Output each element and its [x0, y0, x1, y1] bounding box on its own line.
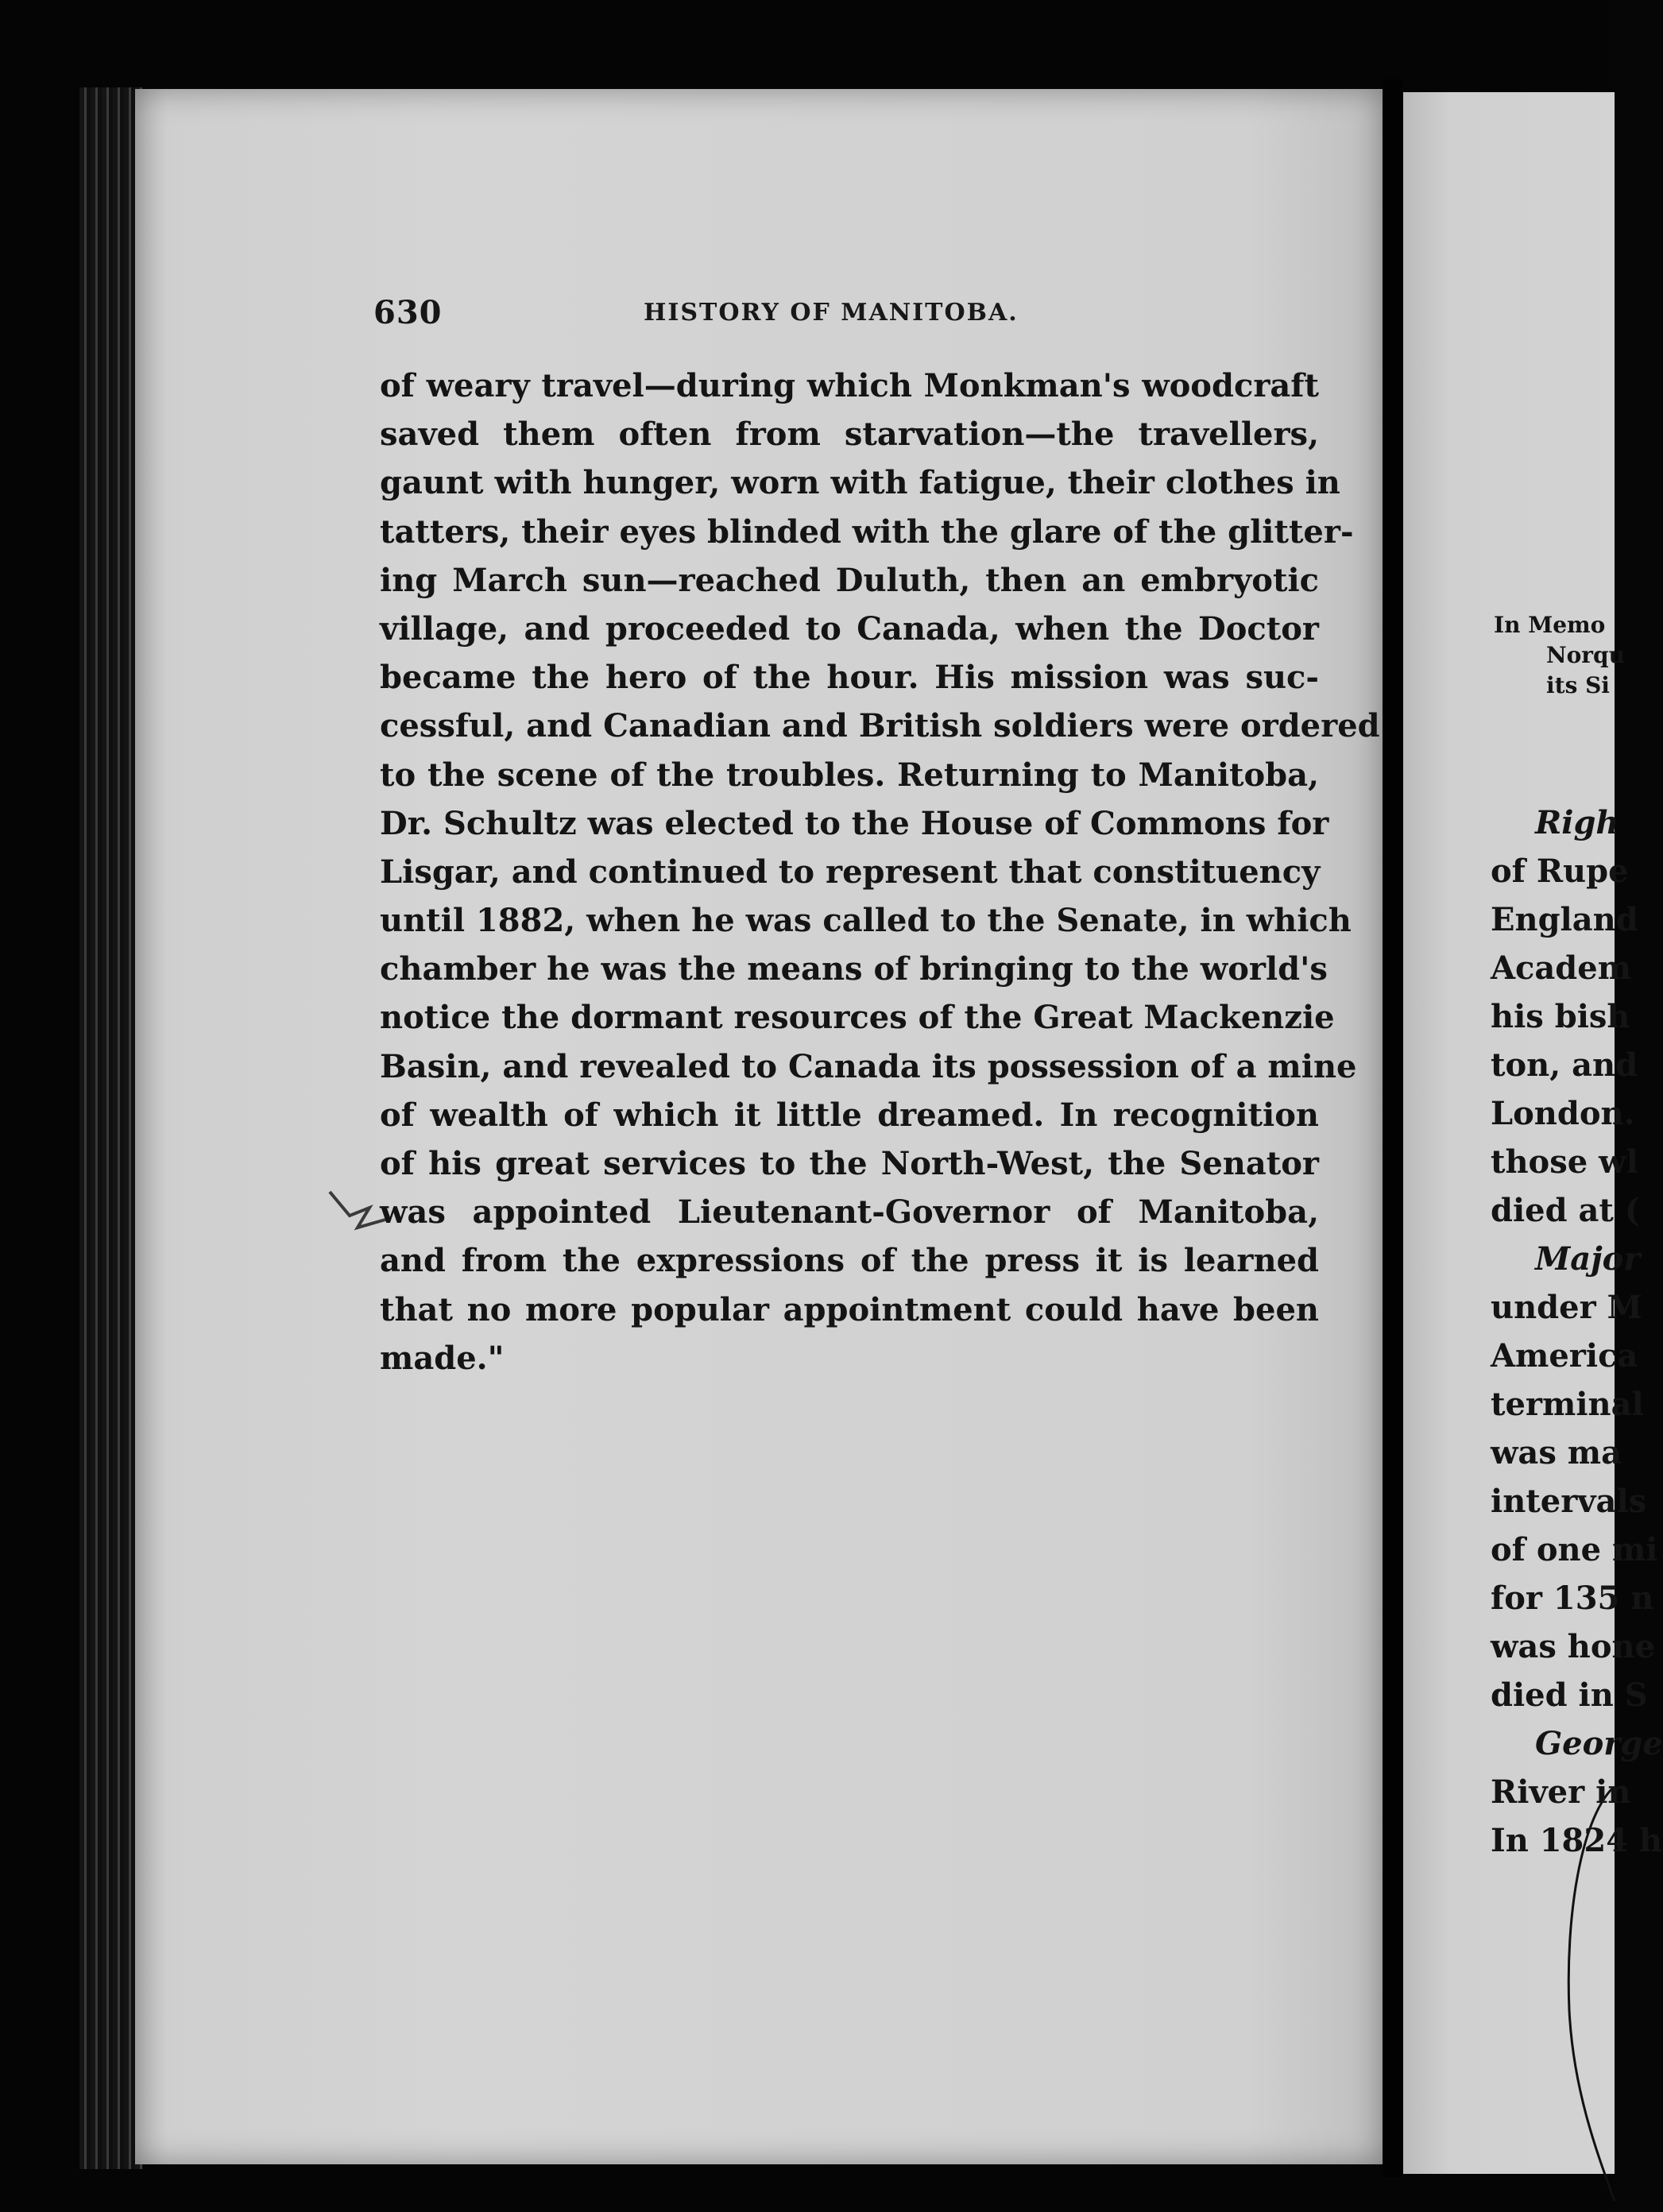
- text-line: of weary travel—during which Monkman's woodcraft: [380, 367, 1319, 404]
- right-text-line: intervals: [1491, 1483, 1647, 1520]
- running-head: HISTORY OF MANITOBA.: [644, 299, 1019, 327]
- right-text-line: Norqu: [1546, 642, 1625, 668]
- text-line: Basin, and revealed to Canada its possession of a mine: [380, 1047, 1357, 1085]
- right-text-line: died in S: [1491, 1676, 1648, 1714]
- text-line: was appointed Lieutenant-Governor of Manitoba,: [380, 1193, 1319, 1232]
- right-text-line: Academ: [1491, 949, 1632, 987]
- right-text-line: was hone: [1491, 1628, 1656, 1665]
- text-line: became the hero of the hour. His mission was suc-: [380, 659, 1319, 697]
- text-line: that no more popular appointment could have been: [380, 1290, 1319, 1328]
- right-text-line: River in: [1491, 1773, 1631, 1811]
- right-page-text: [1454, 0, 1663, 2212]
- text-line: chamber he was the means of bringing to the world's: [380, 950, 1328, 988]
- book-page-edges: [79, 87, 143, 2169]
- text-line: until 1882, when he was called to the Senate, in which: [380, 902, 1352, 940]
- text-line: notice the dormant resources of the Great Mackenzie: [380, 999, 1335, 1037]
- page-number: 630: [373, 294, 443, 331]
- right-text-line: George: [1535, 1725, 1663, 1762]
- text-line: Dr. Schultz was elected to the House of Commons for: [380, 804, 1329, 842]
- text-line: cessful, and Canadian and British soldiers were ordered: [380, 707, 1380, 745]
- right-text-line: was ma: [1491, 1434, 1622, 1471]
- text-line: of his great services to the North-West, the Senator: [380, 1145, 1319, 1182]
- body-text: [380, 362, 1380, 1382]
- right-text-line: London.: [1491, 1095, 1635, 1132]
- right-text-line: terminal: [1491, 1386, 1644, 1423]
- right-text-line: of Rupe: [1491, 853, 1629, 890]
- text-line: to the scene of the troubles. Returning to Manitoba,: [380, 756, 1319, 794]
- right-text-line: Righ: [1535, 804, 1619, 841]
- text-line: saved them often from starvation—the travellers,: [380, 416, 1319, 454]
- book-gutter: [1383, 79, 1403, 2177]
- text-line: ing March sun—reached Duluth, then an embryotic: [380, 561, 1319, 599]
- right-text-line: for 135 n: [1491, 1580, 1654, 1617]
- pencil-mark-icon: [326, 1184, 397, 1247]
- text-line: made.": [380, 1339, 505, 1377]
- text-line: of wealth of which it little dreamed. In recognition: [380, 1096, 1319, 1134]
- text-line: village, and proceeded to Canada, when the Doctor: [380, 609, 1319, 648]
- right-text-line: of one mi: [1491, 1531, 1658, 1568]
- right-text-line: ton, and: [1491, 1046, 1638, 1084]
- right-text-line: under M: [1491, 1289, 1642, 1326]
- right-text-line: Major: [1535, 1240, 1641, 1278]
- right-text-line: died at (: [1491, 1192, 1640, 1229]
- page-header: [373, 294, 1311, 342]
- right-text-line: America: [1491, 1337, 1638, 1375]
- text-line: Lisgar, and continued to represent that constituency: [380, 853, 1321, 891]
- right-text-line: his bish: [1491, 998, 1630, 1035]
- right-text-line: its Si: [1546, 672, 1610, 698]
- text-line: and from the expressions of the press it is learned: [380, 1242, 1319, 1280]
- right-text-line: those wl: [1491, 1143, 1638, 1181]
- right-text-line: In 1824 h: [1491, 1822, 1663, 1859]
- text-line: tatters, their eyes blinded with the glare of the glitter-: [380, 512, 1354, 551]
- right-text-line: England: [1491, 901, 1638, 938]
- text-line: gaunt with hunger, worn with fatigue, their clothes in: [380, 464, 1340, 502]
- right-text-line: In Memo: [1494, 612, 1606, 638]
